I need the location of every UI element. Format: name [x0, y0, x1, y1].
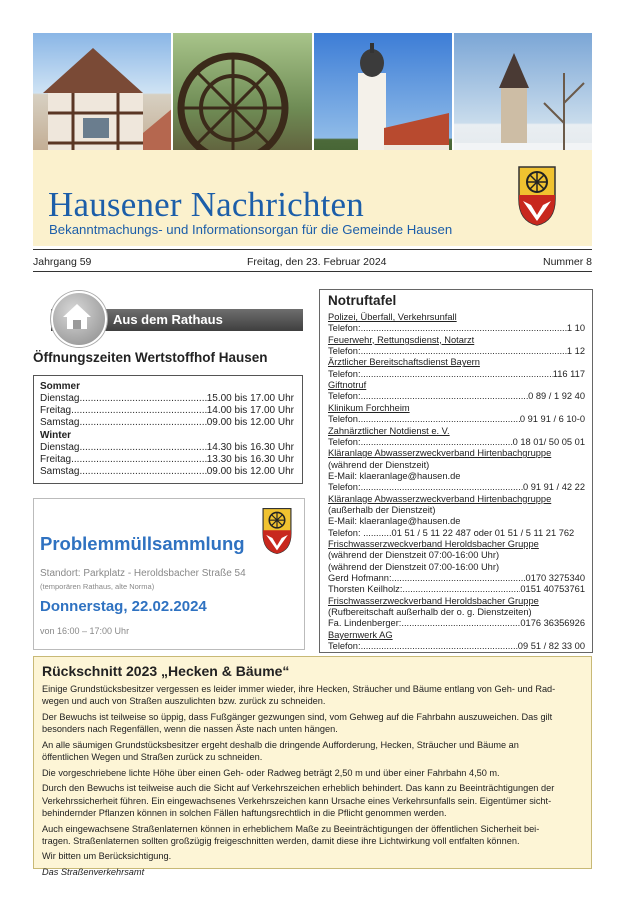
emergency-entry: Telefon: ..... 09 51 / 82 33 00 — [328, 640, 585, 652]
hedge-notice-line: An alle säumigen Grundstücksbesitzer ergeht deshalb die dringende Aufforderung, Hecken, Sträucher und Bäume an — [42, 739, 519, 750]
emergency-entry: Telefon: ..... 0 89 / 1 92 40 — [328, 390, 585, 402]
season-winter: Winter — [40, 430, 72, 441]
schedule-row: Samstag ..... 09.00 bis 12.00 Uhr — [40, 466, 294, 478]
emergency-heading: Frischwasserzweckverband Heroldsbacher Gruppe — [328, 539, 539, 549]
hedge-notice-title: Rückschnitt 2023 „Hecken & Bäume“ — [42, 663, 290, 679]
emergency-note: Telefon: ...........01 51 / 5 11 22 487 oder 01 51 / 5 11 21 762 — [328, 527, 575, 538]
hedge-notice-line: Verkehrssicherheit führen. Ein eingewachsenes Verkehrszeichen kann Ursache eines Verkehrsunfalls sein. Eigentümer sicht- — [42, 795, 552, 806]
emergency-note: (während der Dienstzeit 07:00-16:00 Uhr) — [328, 550, 500, 561]
emergency-note: (außerhalb der Dienstzeit) — [328, 504, 436, 515]
section-label: Aus dem Rathaus — [113, 312, 223, 327]
rathaus-section-banner — [33, 291, 303, 343]
emergency-heading: Frischwasserzweckverband Heroldsbacher Gruppe — [328, 595, 539, 606]
issue-number: Nummer 8 — [542, 256, 592, 268]
emergency-heading: Klinikum Forchheim — [328, 402, 410, 413]
emergency-entry: Telefon: ..... 116 117 — [328, 368, 585, 380]
hedge-notice-line: Die vorgeschriebene lichte Höhe über einen Geh- oder Radweg beträgt 2,50 m und über einer Fahrbahn 4,50 m. — [42, 767, 500, 778]
notice-location: Standort: Parkplatz - Heroldsbacher Straße 54 — [40, 568, 246, 579]
emergency-heading: Polizei, Überfall, Verkehrsunfall — [328, 312, 457, 322]
notice-location-note: (temporären Rathaus, alte Norma) — [40, 582, 155, 591]
newspaper-title: Hausener Nachrichten — [48, 185, 364, 224]
schedule-row: Dienstag ..... 14.30 bis 16.30 Uhr — [40, 442, 294, 454]
opening-hours-heading: Öffnungszeiten Wertstoffhof Hausen — [33, 350, 268, 365]
emergency-note: (Rufbereitschaft außerhalb der o. g. Dienstzeiten) — [328, 607, 532, 618]
opening-hours-table — [33, 375, 303, 484]
issue-date: Freitag, den 23. Februar 2024 — [247, 256, 387, 268]
hedge-notice-signature: Das Straßenverkehrsamt — [42, 867, 145, 877]
hedge-notice-line: Auch eingewachsene Straßenlaternen können in erheblichem Maße zu Beeinträchtigungen der öffentlichen Sicherheit bei- — [42, 823, 540, 834]
emergency-email[interactable]: E-Mail: klaeranlage@hausen.de — [328, 516, 461, 527]
emergency-entry: Telefon: ..... 1 10 — [328, 322, 585, 334]
hedge-notice-line: Einige Grundstücksbesitzer vergessen es leider immer wieder, ihre Hecken, Sträucher und Bäume entlang von Geh- und Rad- — [42, 684, 556, 694]
emergency-heading: Kläranlage Abwasserzweckverband Hirtenbachgruppe — [328, 493, 552, 504]
emergency-numbers-panel — [319, 289, 593, 653]
hedge-notice-line: behindernder Pflanzen können in solchen Fällen haftungsrechtlich in die Pflicht genommen werden. — [42, 807, 447, 818]
emergency-note: (während der Dienstzeit) — [328, 459, 430, 470]
emergency-entry: Thorsten Keilholz: ..... 0151 40753761 — [328, 583, 585, 595]
coat-of-arms-icon — [260, 507, 294, 555]
emergency-heading: Ärztlicher Bereitschaftsdienst Bayern — [328, 357, 480, 368]
emergency-entry: Telefon: ..... 0 18 01/ 50 05 01 — [328, 436, 585, 448]
home-icon — [51, 291, 107, 347]
emergency-heading: Feuerwehr, Rettungsdienst, Notarzt — [328, 334, 475, 345]
notice-title: Problemmüllsammlung — [40, 533, 245, 554]
hedge-notice-line: Durch den Bewuchs ist teilweise auch die Sicht auf Verkehrszeichen erheblich behindert. Das kann zu Beeinträchtigungen der — [42, 783, 555, 794]
emergency-entry: Telefon ..... 0 91 91 / 6 10-0 — [328, 413, 585, 425]
emergency-note: (während der Dienstzeit 07:00-16:00 Uhr) — [328, 561, 500, 572]
hedge-notice-line: öffentlichen Wegen und Straßen zurück zu schneiden. — [42, 752, 263, 763]
schedule-row: Freitag ..... 14.00 bis 17.00 Uhr — [40, 405, 294, 417]
schedule-row: Samstag ..... 09.00 bis 12.00 Uhr — [40, 417, 294, 429]
schedule-row: Freitag ..... 13.30 bis 16.30 Uhr — [40, 454, 294, 466]
emergency-panel-title: Notruftafel — [328, 293, 397, 308]
emergency-entry: Telefon: ..... 0 91 91 / 42 22 — [328, 481, 585, 493]
emergency-heading: Giftnotruf — [328, 380, 367, 391]
emergency-heading: Kläranlage Abwasserzweckverband Hirtenbachgruppe — [328, 448, 552, 459]
emergency-email[interactable]: E-Mail: klaeranlage@hausen.de — [328, 470, 461, 481]
emergency-heading: Bayernwerk AG — [328, 629, 393, 640]
emergency-entry: Gerd Hofmann: ..... 0170 3275340 — [328, 572, 585, 584]
hedge-notice-line: Der Bewuchs ist teilweise so üppig, dass Fußgänger gezwungen sind, vom Gehweg auf die Fahrbahn auszuweichen. Das gilt — [42, 711, 553, 722]
emergency-entry: Telefon: ..... 1 12 — [328, 345, 585, 357]
hedge-trimming-notice — [33, 656, 592, 877]
issue-volume: Jahrgang 59 — [33, 256, 92, 268]
season-summer: Sommer — [40, 381, 81, 392]
coat-of-arms-icon — [517, 165, 557, 227]
hedge-notice-line: wegen und auch von Straßen auszulichten bzw. zurück zu schneiden. — [42, 696, 326, 707]
hedge-notice-line: Wir bitten um Berücksichtigung. — [42, 851, 172, 862]
hedge-notice-line: besonders nach Regenfällen, wenn die nassen Äste nach unten hängen. — [42, 724, 338, 735]
newspaper-subtitle: Bekanntmachungs- und Informationsorgan für die Gemeinde Hausen — [49, 222, 453, 237]
notice-time: von 16:00 – 17:00 Uhr — [40, 626, 130, 636]
emergency-heading: Zahnärztlicher Notdienst e. V. — [328, 425, 450, 436]
schedule-row: Dienstag ..... 15.00 bis 17.00 Uhr — [40, 393, 294, 405]
notice-date: Donnerstag, 22.02.2024 — [40, 598, 207, 615]
emergency-entry: Fa. Lindenberger: ..... 0176 36356926 — [328, 617, 585, 629]
hedge-notice-line: tragen. Straßenlaternen sollten großzügig freigeschnitten werden, damit diese ihre Lichtwirkung voll entfalten können. — [42, 835, 520, 846]
issue-info-bar — [33, 249, 592, 272]
